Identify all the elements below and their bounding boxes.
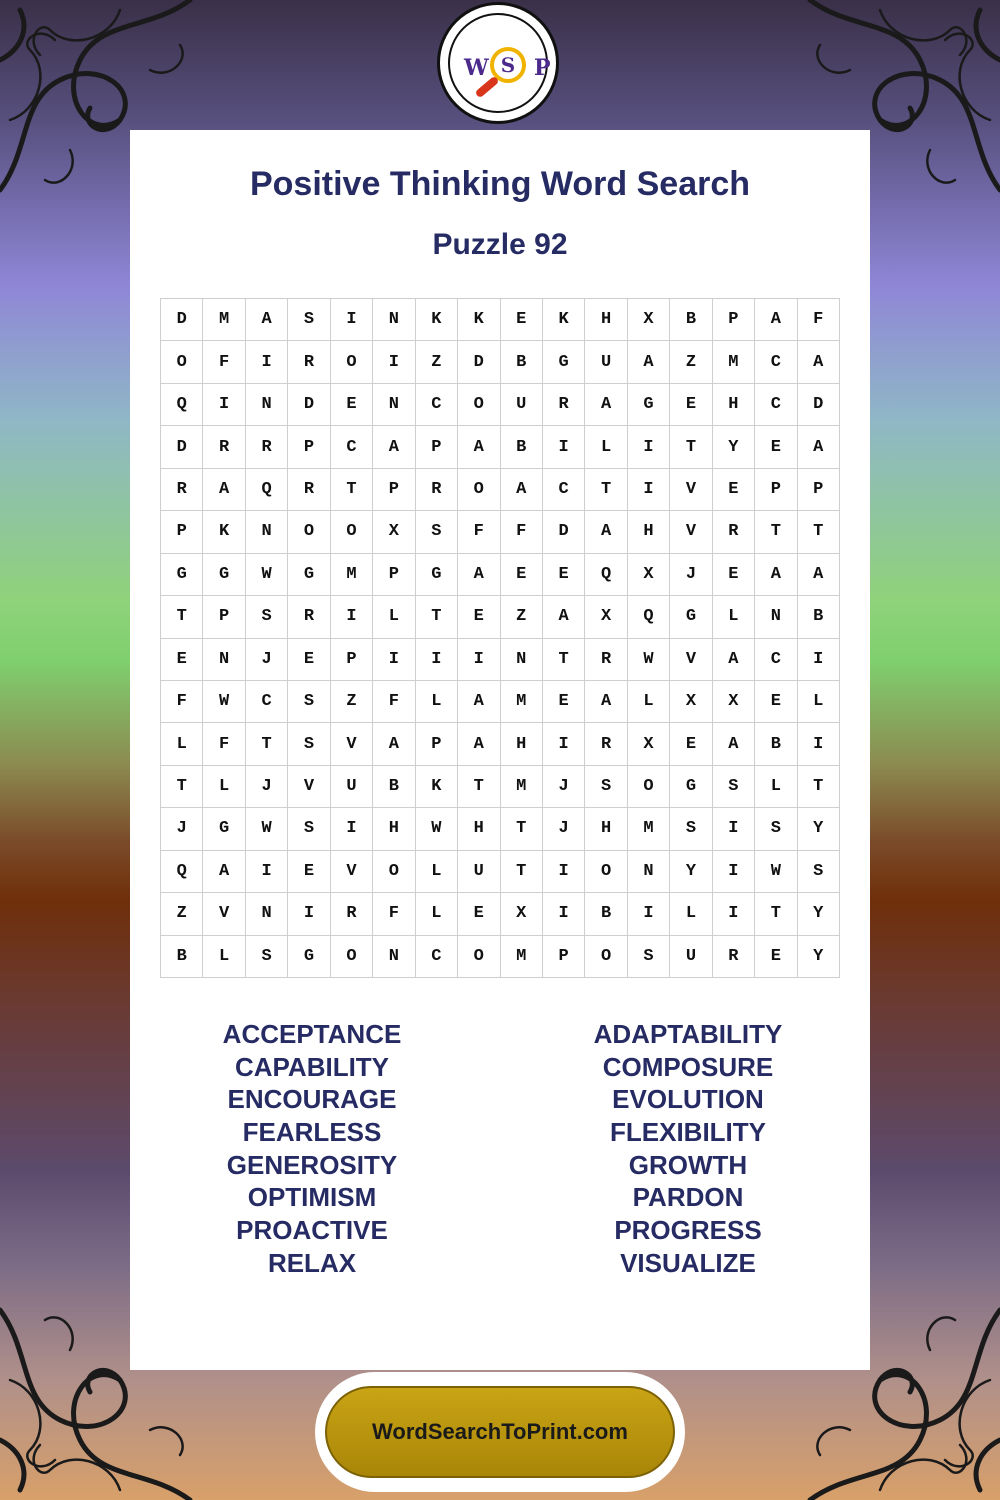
grid-cell[interactable]: N (203, 639, 245, 681)
grid-cell[interactable]: E (501, 299, 543, 341)
word-list-item: GENEROSITY (226, 1149, 398, 1180)
grid-cell[interactable]: A (713, 723, 755, 765)
grid-cell[interactable]: S (713, 766, 755, 808)
grid-cell[interactable]: I (543, 893, 585, 935)
grid-cell[interactable]: L (203, 766, 245, 808)
grid-cell[interactable]: F (798, 299, 840, 341)
grid-cell[interactable]: Q (585, 554, 627, 596)
grid-cell[interactable]: O (458, 384, 500, 426)
grid-cell[interactable]: D (543, 511, 585, 553)
grid-cell[interactable]: A (755, 299, 797, 341)
grid-cell[interactable]: I (416, 639, 458, 681)
grid-cell[interactable]: P (203, 596, 245, 638)
grid-cell[interactable]: L (670, 893, 712, 935)
grid-cell[interactable]: M (331, 554, 373, 596)
grid-cell[interactable]: O (331, 511, 373, 553)
grid-cell[interactable]: E (713, 554, 755, 596)
grid-cell[interactable]: X (501, 893, 543, 935)
grid-cell[interactable]: E (458, 596, 500, 638)
page-title: Positive Thinking Word Search (249, 165, 751, 203)
grid-cell[interactable]: I (458, 639, 500, 681)
grid-cell[interactable]: E (161, 639, 203, 681)
grid-cell[interactable]: I (331, 808, 373, 850)
grid-cell[interactable]: P (543, 936, 585, 978)
grid-cell[interactable]: N (246, 384, 288, 426)
grid-cell[interactable]: B (161, 936, 203, 978)
grid-cell[interactable]: A (585, 681, 627, 723)
grid-cell[interactable]: S (288, 299, 330, 341)
grid-cell[interactable]: T (416, 596, 458, 638)
grid-cell[interactable]: M (203, 299, 245, 341)
grid-cell[interactable]: S (585, 766, 627, 808)
grid-cell[interactable]: R (543, 384, 585, 426)
grid-cell[interactable]: A (203, 469, 245, 511)
grid-cell[interactable]: I (543, 426, 585, 468)
grid-cell[interactable]: F (373, 893, 415, 935)
logo-letter-s: S (500, 53, 516, 77)
grid-cell[interactable]: B (585, 893, 627, 935)
grid-cell[interactable]: I (203, 384, 245, 426)
grid-cell[interactable]: S (798, 851, 840, 893)
grid-cell[interactable]: O (161, 341, 203, 383)
grid-cell[interactable]: O (458, 936, 500, 978)
grid-cell[interactable]: A (628, 341, 670, 383)
grid-cell[interactable]: Z (331, 681, 373, 723)
grid-cell[interactable]: J (246, 766, 288, 808)
grid-cell[interactable]: L (585, 426, 627, 468)
grid-cell[interactable]: T (670, 426, 712, 468)
grid-cell[interactable]: R (331, 893, 373, 935)
word-list-left (122, 1018, 502, 1280)
grid-cell[interactable]: G (203, 808, 245, 850)
grid-cell[interactable]: I (373, 639, 415, 681)
grid-cell[interactable]: V (670, 469, 712, 511)
grid-cell[interactable]: X (670, 681, 712, 723)
grid-cell[interactable]: S (755, 808, 797, 850)
grid-cell[interactable]: I (713, 851, 755, 893)
grid-cell[interactable]: I (798, 723, 840, 765)
grid-cell[interactable]: F (373, 681, 415, 723)
grid-cell[interactable]: B (798, 596, 840, 638)
grid-cell[interactable]: O (458, 469, 500, 511)
grid-cell[interactable]: A (798, 341, 840, 383)
grid-cell[interactable]: Z (161, 893, 203, 935)
logo-letter-w: W (464, 55, 489, 81)
word-list-item: VISUALIZE (620, 1247, 756, 1278)
grid-cell[interactable]: H (628, 511, 670, 553)
grid-cell[interactable]: G (203, 554, 245, 596)
grid-cell[interactable]: S (288, 681, 330, 723)
grid-cell[interactable]: X (628, 554, 670, 596)
grid-cell[interactable]: L (416, 851, 458, 893)
grid-cell[interactable]: Z (416, 341, 458, 383)
grid-cell[interactable]: C (543, 469, 585, 511)
grid-cell[interactable]: P (713, 299, 755, 341)
grid-cell[interactable]: K (416, 299, 458, 341)
logo-letter-p: P (534, 55, 551, 81)
grid-cell[interactable]: L (755, 766, 797, 808)
grid-cell[interactable]: O (585, 936, 627, 978)
grid-cell[interactable]: T (501, 851, 543, 893)
grid-cell[interactable]: A (373, 723, 415, 765)
grid-cell[interactable]: H (713, 384, 755, 426)
grid-cell[interactable]: K (458, 299, 500, 341)
grid-cell[interactable]: C (331, 426, 373, 468)
website-link[interactable]: WordSearchToPrint.com (325, 1386, 675, 1478)
grid-cell[interactable]: R (713, 511, 755, 553)
grid-cell[interactable]: J (670, 554, 712, 596)
grid-cell[interactable]: G (161, 554, 203, 596)
grid-cell[interactable]: I (373, 341, 415, 383)
grid-cell[interactable]: R (288, 469, 330, 511)
word-list-item: COMPOSURE (602, 1051, 774, 1082)
grid-cell[interactable]: P (755, 469, 797, 511)
grid-cell[interactable]: U (585, 341, 627, 383)
grid-cell[interactable]: F (161, 681, 203, 723)
word-list-item: CAPABILITY (234, 1051, 390, 1082)
grid-cell[interactable]: C (755, 384, 797, 426)
grid-cell[interactable]: X (628, 299, 670, 341)
grid-cell[interactable]: W (628, 639, 670, 681)
grid-cell[interactable]: A (755, 554, 797, 596)
word-list-item: EVOLUTION (612, 1084, 764, 1115)
grid-cell[interactable]: K (416, 766, 458, 808)
grid-cell[interactable]: N (246, 511, 288, 553)
grid-cell[interactable]: D (458, 341, 500, 383)
grid-cell[interactable]: T (798, 766, 840, 808)
grid-cell[interactable]: D (161, 299, 203, 341)
grid-cell[interactable]: Z (670, 341, 712, 383)
word-list-item: ADAPTABILITY (593, 1019, 783, 1049)
grid-cell[interactable]: R (288, 596, 330, 638)
grid-cell[interactable]: E (670, 384, 712, 426)
grid-cell[interactable]: I (543, 723, 585, 765)
grid-cell[interactable]: G (288, 936, 330, 978)
grid-cell[interactable]: A (585, 511, 627, 553)
grid-cell[interactable]: G (288, 554, 330, 596)
grid-cell[interactable]: X (373, 511, 415, 553)
grid-cell[interactable]: P (416, 723, 458, 765)
grid-cell[interactable]: S (628, 936, 670, 978)
grid-cell[interactable]: A (543, 596, 585, 638)
grid-cell[interactable]: D (161, 426, 203, 468)
grid-cell[interactable]: L (416, 893, 458, 935)
grid-cell[interactable]: E (755, 426, 797, 468)
grid-cell[interactable]: I (246, 341, 288, 383)
grid-cell[interactable]: A (713, 639, 755, 681)
grid-cell[interactable]: B (373, 766, 415, 808)
grid-cell[interactable]: T (543, 639, 585, 681)
grid-cell[interactable]: O (331, 341, 373, 383)
word-list-item: ENCOURAGE (227, 1084, 397, 1115)
grid-cell[interactable]: P (798, 469, 840, 511)
grid-cell[interactable]: I (331, 596, 373, 638)
grid-cell[interactable]: U (458, 851, 500, 893)
grid-cell[interactable]: A (798, 554, 840, 596)
grid-cell[interactable]: T (501, 808, 543, 850)
grid-cell[interactable]: K (543, 299, 585, 341)
grid-cell[interactable]: Y (798, 893, 840, 935)
grid-cell[interactable]: D (798, 384, 840, 426)
grid-cell[interactable]: Y (713, 426, 755, 468)
grid-cell[interactable]: R (416, 469, 458, 511)
grid-cell[interactable]: L (713, 596, 755, 638)
grid-cell[interactable]: E (755, 936, 797, 978)
grid-cell[interactable]: P (331, 639, 373, 681)
grid-cell[interactable]: V (331, 723, 373, 765)
grid-cell[interactable]: F (203, 723, 245, 765)
grid-cell[interactable]: I (331, 299, 373, 341)
grid-cell[interactable]: Q (161, 384, 203, 426)
grid-cell[interactable]: V (670, 511, 712, 553)
grid-cell[interactable]: L (161, 723, 203, 765)
grid-cell[interactable]: Y (798, 936, 840, 978)
grid-cell[interactable]: T (458, 766, 500, 808)
grid-cell[interactable]: I (288, 893, 330, 935)
grid-cell[interactable]: P (416, 426, 458, 468)
grid-cell[interactable]: A (203, 851, 245, 893)
grid-cell[interactable]: G (670, 596, 712, 638)
grid-cell[interactable]: R (288, 341, 330, 383)
grid-cell[interactable]: S (670, 808, 712, 850)
grid-cell[interactable]: S (246, 936, 288, 978)
grid-cell[interactable]: C (416, 384, 458, 426)
grid-cell[interactable]: L (798, 681, 840, 723)
grid-cell[interactable]: J (543, 766, 585, 808)
grid-cell[interactable]: F (501, 511, 543, 553)
grid-cell[interactable]: E (543, 681, 585, 723)
grid-cell[interactable]: I (713, 808, 755, 850)
grid-cell[interactable]: S (416, 511, 458, 553)
grid-cell[interactable]: V (670, 639, 712, 681)
grid-cell[interactable]: U (331, 766, 373, 808)
grid-cell[interactable]: W (203, 681, 245, 723)
puzzle-number: Puzzle 92 (432, 228, 568, 261)
grid-cell[interactable]: L (628, 681, 670, 723)
grid-cell[interactable]: E (288, 851, 330, 893)
letter-grid (160, 298, 840, 978)
grid-cell[interactable]: S (288, 808, 330, 850)
grid-cell[interactable]: O (288, 511, 330, 553)
grid-cell[interactable]: N (628, 851, 670, 893)
grid-cell[interactable]: X (713, 681, 755, 723)
word-list-item: PROACTIVE (236, 1215, 388, 1246)
grid-cell[interactable]: E (670, 723, 712, 765)
grid-cell[interactable]: B (501, 426, 543, 468)
grid-cell[interactable]: T (755, 893, 797, 935)
grid-cell[interactable]: N (501, 639, 543, 681)
grid-cell[interactable]: V (331, 851, 373, 893)
grid-cell[interactable]: T (331, 469, 373, 511)
grid-cell[interactable]: R (585, 639, 627, 681)
grid-cell[interactable]: S (246, 596, 288, 638)
grid-cell[interactable]: H (373, 808, 415, 850)
word-list-right (498, 1018, 878, 1280)
word-list-item: GROWTH (628, 1149, 748, 1180)
grid-cell[interactable]: G (543, 341, 585, 383)
grid-cell[interactable]: G (628, 384, 670, 426)
grid-cell[interactable]: C (416, 936, 458, 978)
grid-cell[interactable]: T (161, 766, 203, 808)
grid-cell[interactable]: E (458, 893, 500, 935)
word-list-item: FLEXIBILITY (610, 1117, 766, 1148)
grid-cell[interactable]: A (501, 469, 543, 511)
grid-cell[interactable]: G (670, 766, 712, 808)
grid-cell[interactable]: D (288, 384, 330, 426)
grid-cell[interactable]: R (585, 723, 627, 765)
grid-cell[interactable]: T (798, 511, 840, 553)
grid-cell[interactable]: Q (628, 596, 670, 638)
grid-cell[interactable]: W (246, 808, 288, 850)
grid-cell[interactable]: V (288, 766, 330, 808)
grid-cell[interactable]: E (713, 469, 755, 511)
word-list-item: RELAX (267, 1247, 357, 1278)
grid-cell[interactable]: A (585, 384, 627, 426)
grid-cell[interactable]: R (161, 469, 203, 511)
grid-cell[interactable]: Q (246, 469, 288, 511)
grid-cell[interactable]: K (203, 511, 245, 553)
grid-cell[interactable]: T (585, 469, 627, 511)
grid-cell[interactable]: H (501, 723, 543, 765)
grid-cell[interactable]: A (246, 299, 288, 341)
grid-cell[interactable]: T (246, 723, 288, 765)
word-list-item: FEARLESS (242, 1117, 382, 1148)
grid-cell[interactable]: A (458, 554, 500, 596)
grid-cell[interactable]: I (628, 893, 670, 935)
grid-cell[interactable]: B (670, 299, 712, 341)
grid-cell[interactable]: A (373, 426, 415, 468)
word-list-item: ACCEPTANCE (222, 1019, 402, 1049)
grid-cell[interactable]: I (543, 851, 585, 893)
grid-cell[interactable]: H (458, 808, 500, 850)
grid-cell[interactable]: J (161, 808, 203, 850)
word-list-item: PROGRESS (614, 1215, 762, 1246)
grid-cell[interactable]: M (628, 808, 670, 850)
grid-cell[interactable]: G (416, 554, 458, 596)
grid-cell[interactable]: X (628, 723, 670, 765)
grid-cell[interactable]: E (543, 554, 585, 596)
grid-cell[interactable]: O (585, 851, 627, 893)
grid-cell[interactable]: C (246, 681, 288, 723)
grid-cell[interactable]: Y (670, 851, 712, 893)
grid-cell[interactable]: E (288, 639, 330, 681)
grid-cell[interactable]: P (288, 426, 330, 468)
grid-cell[interactable]: L (416, 681, 458, 723)
grid-cell[interactable]: Y (798, 808, 840, 850)
grid-cell[interactable]: L (203, 936, 245, 978)
grid-cell[interactable]: O (331, 936, 373, 978)
wsp-logo[interactable] (437, 2, 559, 124)
grid-cell[interactable]: M (713, 341, 755, 383)
grid-cell[interactable]: C (755, 341, 797, 383)
grid-cell[interactable]: T (161, 596, 203, 638)
grid-cell[interactable]: N (755, 596, 797, 638)
grid-cell[interactable]: E (501, 554, 543, 596)
grid-cell[interactable]: P (373, 469, 415, 511)
grid-cell[interactable]: M (501, 936, 543, 978)
grid-cell[interactable]: U (670, 936, 712, 978)
grid-cell[interactable]: Z (501, 596, 543, 638)
grid-cell[interactable]: I (628, 469, 670, 511)
grid-cell[interactable]: I (798, 639, 840, 681)
grid-cell[interactable]: W (755, 851, 797, 893)
grid-cell[interactable]: C (755, 639, 797, 681)
grid-cell[interactable]: O (628, 766, 670, 808)
grid-cell[interactable]: V (203, 893, 245, 935)
grid-cell[interactable]: M (501, 766, 543, 808)
grid-cell[interactable]: P (373, 554, 415, 596)
grid-cell[interactable]: N (373, 936, 415, 978)
logo-ring (448, 13, 551, 113)
grid-cell[interactable]: Q (161, 851, 203, 893)
grid-cell[interactable]: N (373, 384, 415, 426)
grid-cell[interactable]: W (416, 808, 458, 850)
grid-cell[interactable]: R (713, 936, 755, 978)
grid-cell[interactable]: A (458, 681, 500, 723)
grid-cell[interactable]: S (288, 723, 330, 765)
grid-cell[interactable]: H (585, 808, 627, 850)
grid-cell[interactable]: B (501, 341, 543, 383)
grid-cell[interactable]: N (246, 893, 288, 935)
grid-cell[interactable]: A (458, 723, 500, 765)
grid-cell[interactable]: L (373, 596, 415, 638)
grid-cell[interactable]: H (585, 299, 627, 341)
grid-cell[interactable]: I (246, 851, 288, 893)
grid-cell[interactable]: F (203, 341, 245, 383)
grid-cell[interactable]: I (713, 893, 755, 935)
grid-cell[interactable]: J (246, 639, 288, 681)
grid-cell[interactable]: R (203, 426, 245, 468)
grid-cell[interactable]: R (246, 426, 288, 468)
grid-cell[interactable]: F (458, 511, 500, 553)
grid-cell[interactable]: X (585, 596, 627, 638)
word-list-item: OPTIMISM (247, 1182, 377, 1213)
grid-cell[interactable]: N (373, 299, 415, 341)
grid-cell[interactable]: I (628, 426, 670, 468)
grid-cell[interactable]: E (755, 681, 797, 723)
grid-cell[interactable]: O (373, 851, 415, 893)
grid-cell[interactable]: E (331, 384, 373, 426)
grid-cell[interactable]: W (246, 554, 288, 596)
grid-cell[interactable]: A (458, 426, 500, 468)
grid-cell[interactable]: T (755, 511, 797, 553)
grid-cell[interactable]: M (501, 681, 543, 723)
grid-cell[interactable]: B (755, 723, 797, 765)
word-list-item: PARDON (632, 1182, 744, 1213)
grid-cell[interactable]: J (543, 808, 585, 850)
grid-cell[interactable]: P (161, 511, 203, 553)
grid-cell[interactable]: U (501, 384, 543, 426)
grid-cell[interactable]: A (798, 426, 840, 468)
